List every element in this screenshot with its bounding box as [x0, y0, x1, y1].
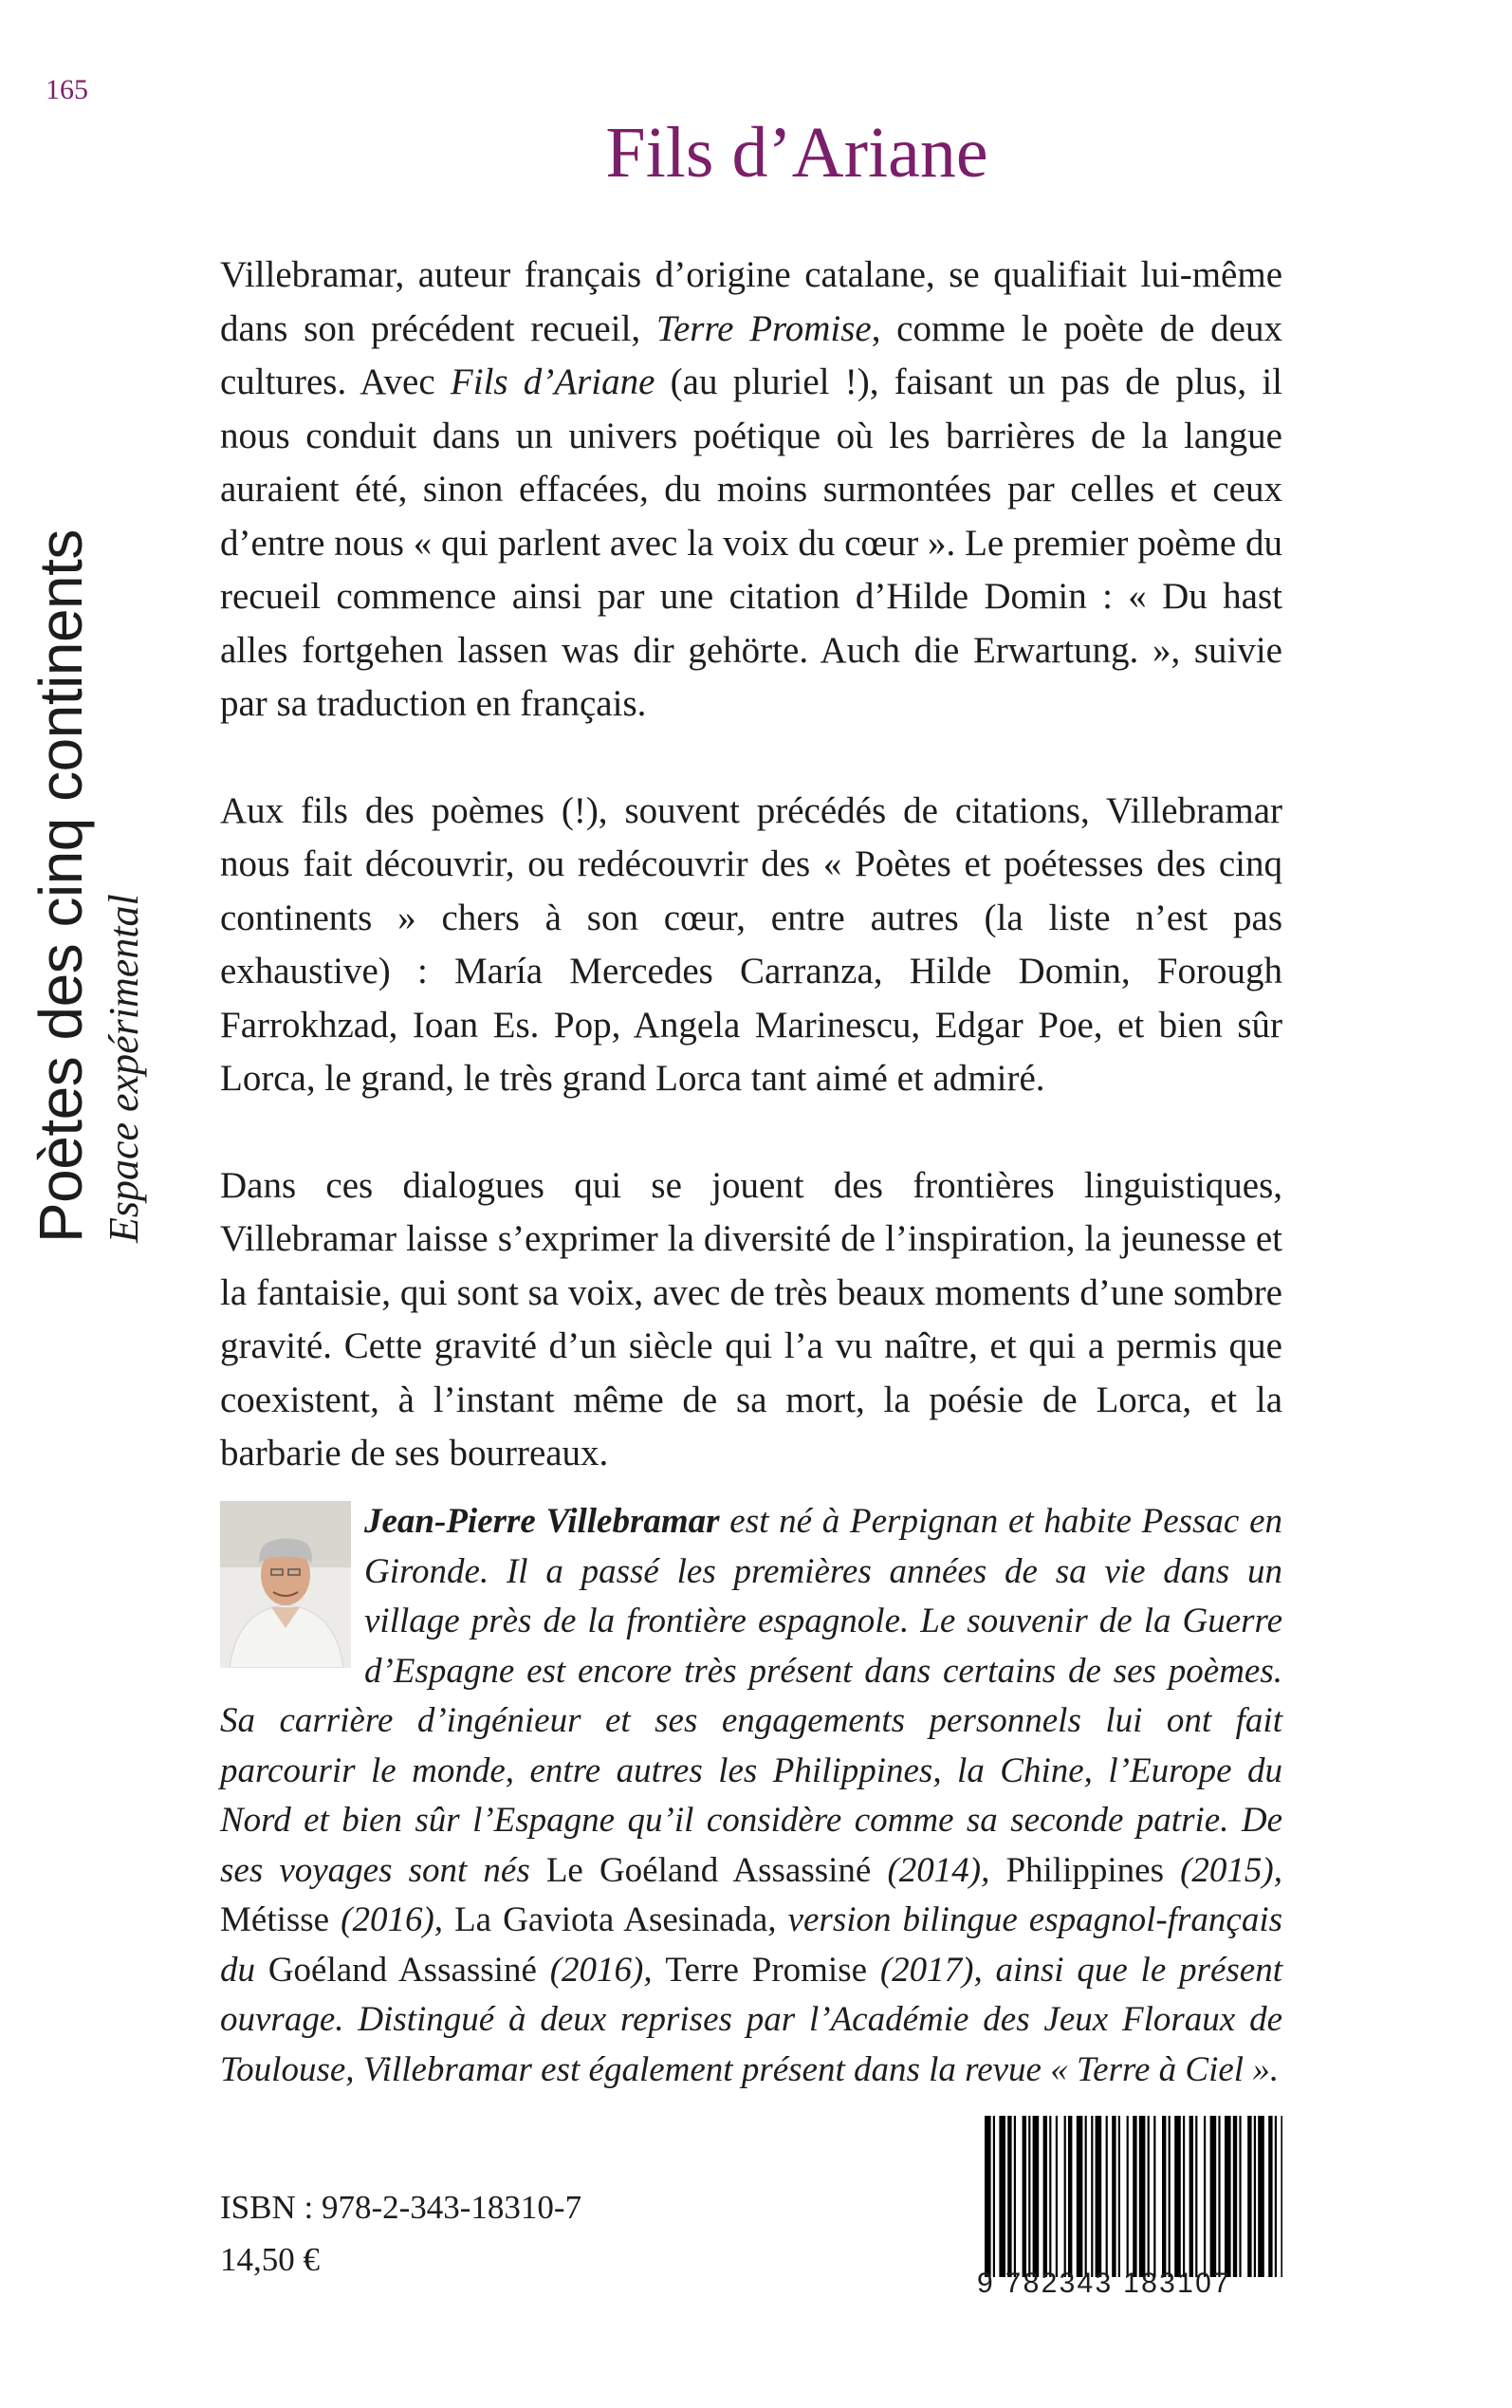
barcode-bar: [1183, 2116, 1185, 2277]
barcode-bar: [1096, 2116, 1102, 2277]
barcode-bar: [1153, 2116, 1155, 2277]
barcode-bar: [1007, 2116, 1011, 2277]
series-spine-title: [21, 529, 148, 1243]
barcode-bar: [1064, 2116, 1066, 2277]
barcode-bar: [1204, 2116, 1206, 2277]
author-name: Jean-Pierre Villebramar: [364, 1502, 720, 1541]
barcode-bar: [1189, 2116, 1193, 2277]
barcode-digits: 9 782343 183107: [977, 2268, 1232, 2299]
barcode-bar: [1085, 2116, 1087, 2277]
barcode-bar: [1049, 2116, 1051, 2277]
barcode-bar: [1239, 2116, 1241, 2277]
barcode-bar: [1023, 2116, 1026, 2277]
barcode-bar: [1028, 2116, 1030, 2277]
collection-number: 165: [46, 74, 88, 105]
series-name: Poètes des cinq continents: [27, 529, 95, 1243]
barcode-bar: [1106, 2116, 1108, 2277]
barcode-bar: [1014, 2116, 1016, 2277]
barcode-bar: [1127, 2116, 1129, 2277]
isbn: ISBN : 978-2-343-18310-7: [220, 2189, 582, 2226]
barcode-bar: [1268, 2116, 1272, 2277]
barcode-bar: [1043, 2116, 1047, 2277]
series-subtitle: Espace expérimental: [101, 894, 147, 1243]
barcode-bar: [999, 2116, 1005, 2277]
barcode-bar: [1056, 2116, 1058, 2277]
barcode-bar: [1275, 2116, 1277, 2277]
barcode-bar: [993, 2116, 995, 2277]
barcode-bar: [1033, 2116, 1040, 2277]
paragraph-3: Dans ces dialogues qui se jouent des frontières linguistiques, Villebramar laisse s’exprimer la diversité de l’inspiration, la jeunesse et la fantaisie, qui sont sa voix, avec de très beaux moments d’une sombre gravité. Cette gravité d’un siècle qui l’a vu naître, et qui a permis que coexistent, à l’instant même de sa mort, la poésie de Lorca, et la barbarie de ses bourreaux.: [220, 1164, 1282, 1473]
barcode-bar: [985, 2116, 991, 2277]
barcode-bar: [1091, 2116, 1093, 2277]
barcode-bar: [1112, 2116, 1116, 2277]
barcode-bar: [1077, 2116, 1083, 2277]
barcode-bar: [1162, 2116, 1166, 2277]
barcode-bar: [1218, 2116, 1220, 2277]
paragraph-2: Aux fils des poèmes (!), souvent précédés de citations, Villebramar nous fait découvrir, ou redécouvrir des « Poètes et poétesses des cinq continents » chers à son cœur, entre autres (la liste n’est pas exhaustive) : María Mercedes Carranza, Hilde Domin, Forough Farrokhzad, Ioan Es. Pop, Angela Marinescu, Edgar Poe, et bien sûr Lorca, le grand, le très grand Lorca tant aimé et admiré.: [220, 789, 1282, 1099]
author-bio: Jean-Pierre Villebramar est né à Perpignan et habite Pessac en Gironde. Il a passé les premières années de sa vie dans un village près de la frontière espagnole. Le souvenir de la Guerre d’Espagne est encore très présent dans certains de ses poèmes. Sa carrière d’ingénieur et ses engagements personnels lui ont fait parcourir le monde, entre autres les Philippines, la Chine, l’Europe du Nord et bien sûr l’Espagne qu’il considère comme sa seconde patrie. De ses voyages sont nés Le Goéland Assassiné (2014), Philippines (2015), Métisse (2016), La Gaviota Asesinada, version bilingue espagnol-français du Goéland Assassiné (2016), Terre Promise (2017), ainsi que le présent ouvrage. Distingué à deux reprises par l’Académie des Jeux Floraux de Toulouse, Villebramar est également présent dans la revue « Terre à Ciel ».: [220, 1502, 1283, 2089]
barcode-bar: [1210, 2116, 1217, 2277]
barcode-bar: [1254, 2116, 1256, 2277]
book-title: Fils d’Ariane: [605, 113, 988, 193]
barcode-bar: [1068, 2116, 1072, 2277]
barcode-bar: [1118, 2116, 1120, 2277]
barcode-bar: [1133, 2116, 1136, 2277]
back-cover-blurb: [220, 249, 1282, 1534]
paragraph-1: Villebramar, auteur français d’origine catalane, se qualifiait lui-même dans son précédent recueil, Terre Promise, comme le poète de deux cultures. Avec Fils d’Ariane (au pluriel !), faisant un pas de plus, il nous conduit dans un univers poétique où les barrières de la langue auraient été, sinon effacées, du moins surmontées par celles et ceux d’entre nous « qui parlent avec la voix du cœur ». Le premier poème du recueil commence ainsi par une citation d’Hilde Domin : « Du hast alles fortgehen lassen was dir gehörte. Auch die Erwartung. », suivie par sa traduction en français.: [220, 254, 1282, 724]
barcode-bar: [1225, 2116, 1231, 2277]
barcode-bar: [1247, 2116, 1251, 2277]
barcode-bar: [1233, 2116, 1237, 2277]
barcode-bar: [1139, 2116, 1146, 2277]
barcode-bar: [1281, 2116, 1282, 2277]
price: 14,50 €: [220, 2241, 320, 2278]
barcode-bar: [1195, 2116, 1197, 2277]
barcode-bar: [1169, 2116, 1171, 2277]
barcode-bar: [1258, 2116, 1264, 2277]
barcode-bar: [1148, 2116, 1150, 2277]
barcode-bar: [1174, 2116, 1181, 2277]
